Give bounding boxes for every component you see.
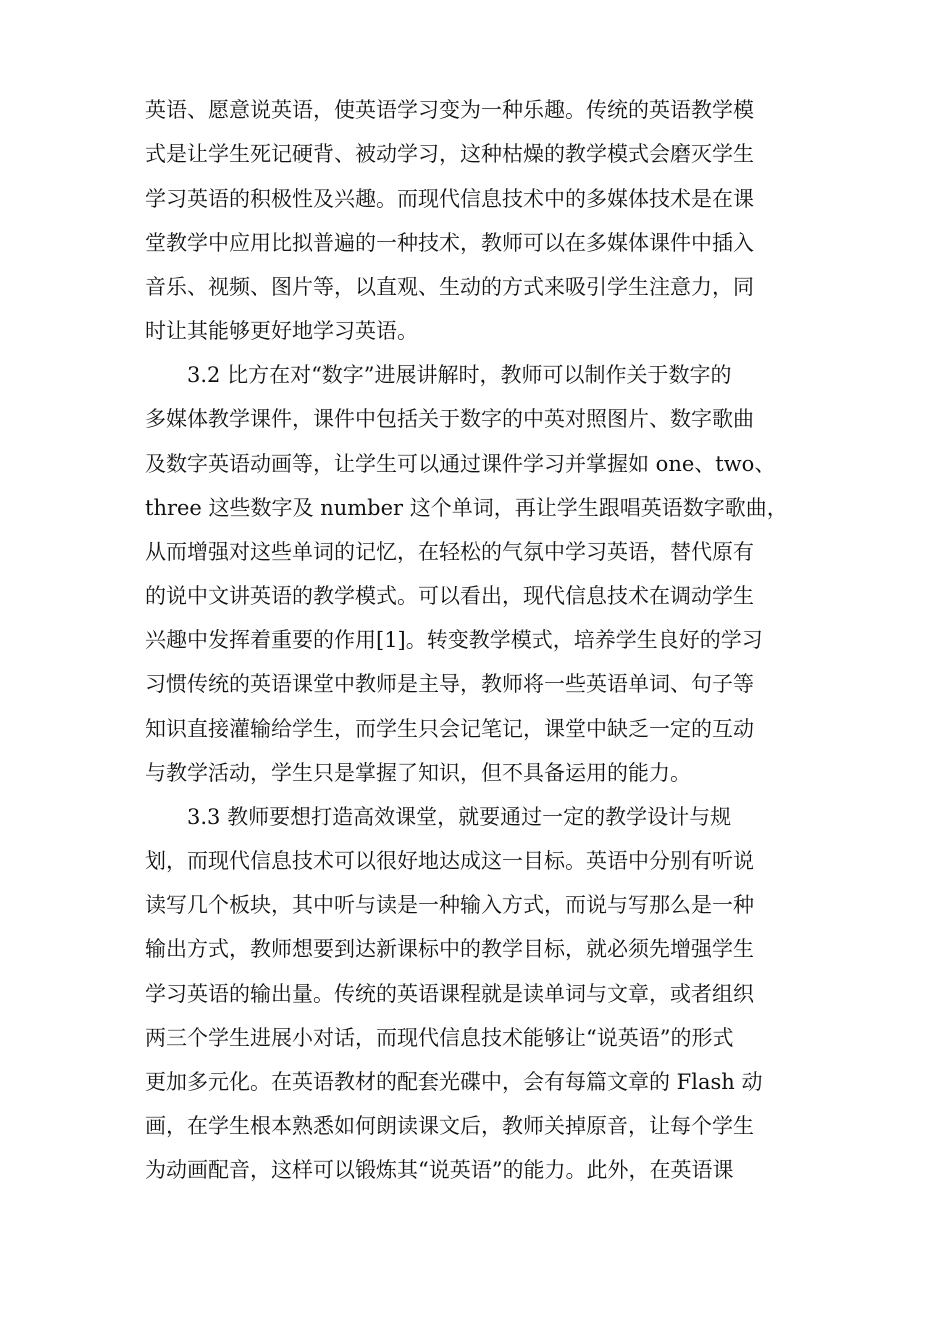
text-line: 知识直接灌输给学生，而学生只会记笔记，课堂中缺乏一定的互动: [145, 717, 754, 741]
text-line: 英语、愿意说英语，使英语学习变为一种乐趣。传统的英语教学模: [145, 98, 754, 122]
text-line: 堂教学中应用比拟普遍的一种技术，教师可以在多媒体课件中插入: [145, 231, 754, 255]
text-line: 的说中文讲英语的教学模式。可以看出，现代信息技术在调动学生: [145, 584, 754, 608]
text-line: 输出方式，教师想要到达新课标中的教学目标，就必须先增强学生: [145, 937, 754, 961]
text-line: three 这些数字及 number 这个单词，再让学生跟唱英语数字歌曲，: [145, 496, 788, 520]
text-line: 学习英语的输出量。传统的英语课程就是读单词与文章，或者组织: [145, 982, 754, 1006]
text-line: 学习英语的积极性及兴趣。而现代信息技术中的多媒体技术是在课: [145, 187, 754, 211]
text-line: 为动画配音，这样可以锻炼其“说英语”的能力。此外，在英语课: [145, 1158, 734, 1182]
paragraph-start-line: 3.3 教师要想打造高效课堂，就要通过一定的教学设计与规: [187, 805, 732, 829]
text-line: 习惯传统的英语课堂中教师是主导，教师将一些英语单词、句子等: [145, 672, 754, 696]
text-line: 读写几个板块，其中听与读是一种输入方式，而说与写那么是一种: [145, 893, 754, 917]
text-line: 及数字英语动画等，让学生可以通过课件学习并掌握如 one、two、: [145, 452, 776, 476]
text-line: 划，而现代信息技术可以很好地达成这一目标。英语中分别有听说: [145, 849, 754, 873]
text-line: 画，在学生根本熟悉如何朗读课文后，教师关掉原音，让每个学生: [145, 1114, 754, 1138]
text-line: 音乐、视频、图片等，以直观、生动的方式来吸引学生注意力，同: [145, 275, 754, 299]
text-line: 时让其能够更好地学习英语。: [145, 319, 418, 343]
text-line: 两三个学生进展小对话，而现代信息技术能够让“说英语”的形式: [145, 1026, 734, 1050]
paragraph-start-line: 3.2 比方在对“数字”进展讲解时，教师可以制作关于数字的: [187, 363, 732, 387]
text-line: 更加多元化。在英语教材的配套光碟中，会有每篇文章的 Flash 动: [145, 1070, 763, 1094]
text-line: 兴趣中发挥着重要的作用[1]。转变教学模式，培养学生良好的学习: [145, 628, 763, 652]
text-line: 与教学活动，学生只是掌握了知识，但不具备运用的能力。: [145, 761, 691, 785]
text-line: 从而增强对这些单词的记忆，在轻松的气氛中学习英语，替代原有: [145, 540, 754, 564]
text-line: 式是让学生死记硬背、被动学习，这种枯燥的教学模式会磨灭学生: [145, 142, 754, 166]
text-line: 多媒体教学课件，课件中包括关于数字的中英对照图片、数字歌曲: [145, 407, 754, 431]
